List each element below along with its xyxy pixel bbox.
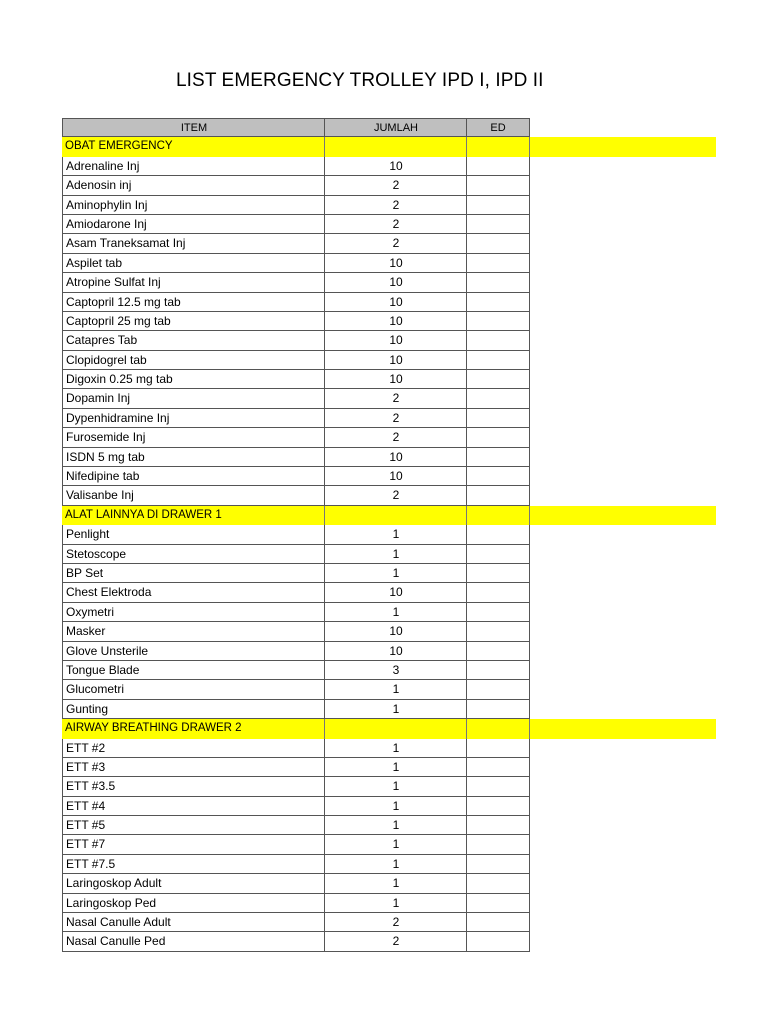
item-ed-cell [466,603,530,622]
item-ed-cell [466,680,530,699]
table-row [62,622,716,641]
item-jumlah-cell: 2 [324,176,467,195]
column-header-jumlah: JUMLAH [324,118,467,137]
item-name-cell: Nifedipine tab [62,467,325,486]
item-ed-cell [466,758,530,777]
table-row [62,661,716,680]
item-name-cell: Masker [62,622,325,641]
section-grid-line [466,137,467,156]
item-ed-cell [466,874,530,893]
item-jumlah-cell: 1 [324,777,467,796]
table-row [62,428,716,447]
item-name-cell: Stetoscope [62,545,325,564]
section-header-row [62,719,716,738]
item-ed-cell [466,293,530,312]
table-row [62,157,716,176]
item-name-cell: Catapres Tab [62,331,325,350]
item-name-cell: Glove Unsterile [62,642,325,661]
section-grid-line [324,137,325,156]
table-row [62,855,716,874]
item-name-cell: Laringoskop Ped [62,894,325,913]
item-jumlah-cell: 2 [324,428,467,447]
item-name-cell: Valisanbe Inj [62,486,325,505]
item-jumlah-cell: 10 [324,254,467,273]
item-jumlah-cell: 2 [324,234,467,253]
item-name-cell: Laringoskop Adult [62,874,325,893]
item-jumlah-cell: 10 [324,273,467,292]
item-jumlah-cell: 1 [324,874,467,893]
item-jumlah-cell: 1 [324,680,467,699]
item-name-cell: Nasal Canulle Adult [62,913,325,932]
item-ed-cell [466,176,530,195]
item-jumlah-cell: 10 [324,370,467,389]
item-jumlah-cell: 2 [324,215,467,234]
item-jumlah-cell: 10 [324,642,467,661]
item-jumlah-cell: 10 [324,448,467,467]
table-row [62,680,716,699]
table-row [62,467,716,486]
item-name-cell: ETT #5 [62,816,325,835]
section-grid-line [324,719,325,738]
table-row [62,215,716,234]
item-ed-cell [466,700,530,719]
item-name-cell: ETT #2 [62,739,325,758]
table-row [62,234,716,253]
section-grid-line [529,137,530,156]
item-name-cell: Amiodarone Inj [62,215,325,234]
item-name-cell: Dopamin Inj [62,389,325,408]
item-jumlah-cell: 1 [324,816,467,835]
item-name-cell: Captopril 25 mg tab [62,312,325,331]
item-jumlah-cell: 2 [324,409,467,428]
section-label: OBAT EMERGENCY [65,140,173,153]
section-label: ALAT LAINNYA DI DRAWER 1 [65,508,222,521]
item-name-cell: ETT #4 [62,797,325,816]
section-grid-line [466,719,467,738]
item-jumlah-cell: 1 [324,894,467,913]
table-row [62,331,716,350]
table-row [62,564,716,583]
table-row [62,389,716,408]
item-name-cell: Aspilet tab [62,254,325,273]
item-name-cell: Furosemide Inj [62,428,325,447]
item-jumlah-cell: 2 [324,913,467,932]
item-name-cell: Gunting [62,700,325,719]
item-ed-cell [466,409,530,428]
item-name-cell: Tongue Blade [62,661,325,680]
item-ed-cell [466,312,530,331]
item-jumlah-cell: 2 [324,932,467,951]
item-jumlah-cell: 10 [324,293,467,312]
table-row [62,448,716,467]
item-name-cell: Chest Elektroda [62,583,325,602]
table-body [62,137,716,951]
item-jumlah-cell: 1 [324,739,467,758]
item-name-cell: ETT #7 [62,835,325,854]
item-jumlah-cell: 1 [324,525,467,544]
table-row [62,797,716,816]
item-ed-cell [466,331,530,350]
section-grid-line [529,506,530,525]
table-header-row [62,118,716,137]
item-ed-cell [466,583,530,602]
item-ed-cell [466,428,530,447]
table-row [62,642,716,661]
item-ed-cell [466,196,530,215]
item-name-cell: Adrenaline Inj [62,157,325,176]
item-ed-cell [466,661,530,680]
table-row [62,273,716,292]
item-ed-cell [466,739,530,758]
item-ed-cell [466,254,530,273]
item-ed-cell [466,448,530,467]
page-title: LIST EMERGENCY TROLLEY IPD I, IPD II [176,70,544,91]
item-name-cell: ETT #3.5 [62,777,325,796]
item-name-cell: Penlight [62,525,325,544]
column-header-ed: ED [466,118,530,137]
item-ed-cell [466,797,530,816]
table-row [62,835,716,854]
item-jumlah-cell: 2 [324,486,467,505]
table-row [62,700,716,719]
item-name-cell: Captopril 12.5 mg tab [62,293,325,312]
item-name-cell: Clopidogrel tab [62,351,325,370]
item-ed-cell [466,389,530,408]
item-ed-cell [466,777,530,796]
item-ed-cell [466,467,530,486]
item-name-cell: Oxymetri [62,603,325,622]
table-row [62,254,716,273]
item-name-cell: ISDN 5 mg tab [62,448,325,467]
section-grid-line [466,506,467,525]
item-ed-cell [466,273,530,292]
table-row [62,486,716,505]
table-row [62,409,716,428]
table-row [62,874,716,893]
item-name-cell: Dypenhidramine Inj [62,409,325,428]
item-jumlah-cell: 10 [324,331,467,350]
table-row [62,176,716,195]
item-jumlah-cell: 3 [324,661,467,680]
table-row [62,894,716,913]
table-row [62,603,716,622]
item-ed-cell [466,835,530,854]
item-jumlah-cell: 2 [324,196,467,215]
item-jumlah-cell: 1 [324,564,467,583]
item-jumlah-cell: 10 [324,157,467,176]
item-ed-cell [466,525,530,544]
item-ed-cell [466,642,530,661]
item-ed-cell [466,816,530,835]
table-row [62,932,716,951]
item-name-cell: Atropine Sulfat Inj [62,273,325,292]
item-jumlah-cell: 1 [324,758,467,777]
section-header-row [62,137,716,156]
item-jumlah-cell: 1 [324,545,467,564]
item-jumlah-cell: 1 [324,700,467,719]
table-row [62,777,716,796]
item-jumlah-cell: 1 [324,835,467,854]
item-name-cell: ETT #7.5 [62,855,325,874]
item-name-cell: Digoxin 0.25 mg tab [62,370,325,389]
item-ed-cell [466,370,530,389]
table-row [62,293,716,312]
item-ed-cell [466,855,530,874]
item-ed-cell [466,932,530,951]
table-row [62,816,716,835]
table-row [62,196,716,215]
item-ed-cell [466,215,530,234]
item-ed-cell [466,486,530,505]
item-ed-cell [466,894,530,913]
table-row [62,312,716,331]
item-name-cell: Nasal Canulle Ped [62,932,325,951]
item-jumlah-cell: 2 [324,389,467,408]
item-name-cell: Adenosin inj [62,176,325,195]
item-jumlah-cell: 1 [324,603,467,622]
item-jumlah-cell: 10 [324,467,467,486]
item-jumlah-cell: 10 [324,583,467,602]
item-name-cell: Aminophylin Inj [62,196,325,215]
section-header-row [62,506,716,525]
item-ed-cell [466,351,530,370]
emergency-trolley-table [62,118,716,952]
section-label: AIRWAY BREATHING DRAWER 2 [65,722,242,735]
table-row [62,913,716,932]
table-row [62,545,716,564]
item-jumlah-cell: 10 [324,351,467,370]
item-name-cell: ETT #3 [62,758,325,777]
item-jumlah-cell: 1 [324,855,467,874]
item-ed-cell [466,545,530,564]
item-name-cell: BP Set [62,564,325,583]
item-jumlah-cell: 1 [324,797,467,816]
item-jumlah-cell: 10 [324,312,467,331]
table-row [62,583,716,602]
item-ed-cell [466,564,530,583]
item-ed-cell [466,157,530,176]
item-ed-cell [466,234,530,253]
item-name-cell: Asam Traneksamat Inj [62,234,325,253]
item-ed-cell [466,622,530,641]
item-jumlah-cell: 10 [324,622,467,641]
item-ed-cell [466,913,530,932]
item-name-cell: Glucometri [62,680,325,699]
column-header-item: ITEM [62,118,325,137]
table-row [62,758,716,777]
table-row [62,525,716,544]
section-grid-line [324,506,325,525]
table-row [62,739,716,758]
section-grid-line [529,719,530,738]
table-row [62,370,716,389]
table-row [62,351,716,370]
